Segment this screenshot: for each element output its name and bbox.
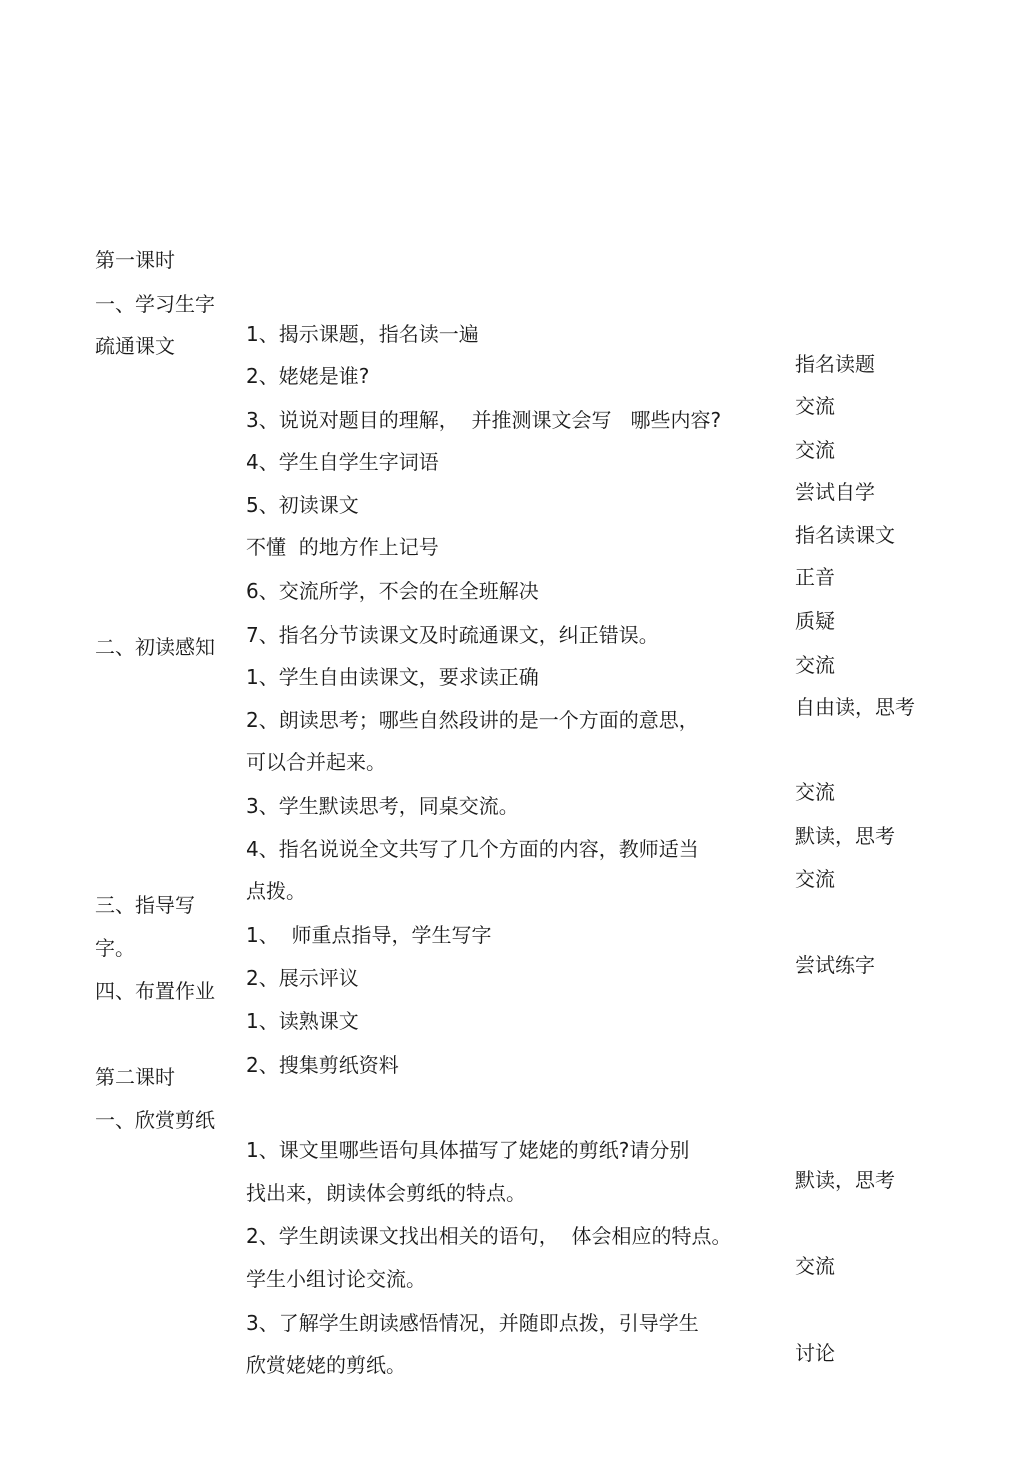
method-text: 正音	[795, 565, 835, 589]
method-text: 交流	[795, 1254, 835, 1278]
section-heading: 一、欣赏剪纸	[95, 1108, 215, 1132]
step-text: 1、揭示课题，指名读一遍	[246, 322, 479, 346]
method-text: 自由读，思考	[795, 695, 915, 719]
step-text: 3、了解学生朗读感悟情况，并随即点拨，引导学生	[246, 1311, 699, 1335]
section-heading: 四、布置作业	[95, 979, 215, 1003]
section-heading: 疏通课文	[95, 334, 175, 358]
section-heading: 第一课时	[95, 248, 175, 272]
step-text: 3、说说对题目的理解， 并推测课文会写 哪些内容?	[246, 408, 722, 432]
method-text: 交流	[795, 394, 835, 418]
step-text: 1、 师重点指导，学生写字	[246, 923, 492, 947]
step-text: 7、指名分节读课文及时疏通课文，纠正错误。	[246, 623, 659, 647]
section-heading: 字。	[95, 936, 135, 960]
step-text: 1、学生自由读课文，要求读正确	[246, 665, 539, 689]
step-text: 1、读熟课文	[246, 1009, 359, 1033]
text-line	[0, 1075, 1024, 1192]
step-text: 2、姥姥是谁?	[246, 364, 370, 388]
method-text: 交流	[795, 438, 835, 462]
step-text: 4、指名说说全文共写了几个方面的内容，教师适当	[246, 837, 699, 861]
section-heading: 二、初读感知	[95, 635, 215, 659]
step-text: 1、课文里哪些语句具体描写了姥姥的剪纸?请分别	[246, 1138, 690, 1162]
step-text: 2、搜集剪纸资料	[246, 1053, 399, 1077]
step-text: 3、学生默读思考，同桌交流。	[246, 794, 519, 818]
method-text: 交流	[795, 867, 835, 891]
method-text: 交流	[795, 653, 835, 677]
method-text: 指名读课文	[795, 523, 895, 547]
section-heading: 第二课时	[95, 1065, 175, 1089]
text-line	[0, 215, 1024, 272]
method-text: 默读，思考	[795, 824, 895, 848]
section-heading: 三、指导写	[95, 893, 195, 917]
method-text: 交流	[795, 780, 835, 804]
method-text: 质疑	[795, 609, 835, 633]
step-text: 欣赏姥姥的剪纸。	[246, 1353, 406, 1377]
method-text: 默读，思考	[795, 1168, 895, 1192]
method-text: 尝试练字	[795, 953, 875, 977]
step-text: 4、学生自学生字词语	[246, 450, 439, 474]
step-text: 找出来，朗读体会剪纸的特点。	[246, 1181, 526, 1205]
step-text: 不懂 的地方作上记号	[246, 535, 439, 559]
step-text: 学生小组讨论交流。	[246, 1267, 426, 1291]
step-text: 点拨。	[246, 879, 306, 903]
step-text: 5、初读课文	[246, 493, 359, 517]
method-text: 尝试自学	[795, 480, 875, 504]
section-heading: 一、学习生字	[95, 292, 215, 316]
method-text: 指名读题	[795, 352, 875, 376]
step-text: 6、交流所学，不会的在全班解决	[246, 579, 539, 603]
step-text: 可以合并起来。	[246, 750, 386, 774]
step-text: 2、朗读思考；哪些自然段讲的是一个方面的意思，	[246, 708, 699, 732]
step-text: 2、展示评议	[246, 966, 359, 990]
method-text: 讨论	[795, 1341, 835, 1365]
step-text: 2、学生朗读课文找出相关的语句， 体会相应的特点。	[246, 1224, 732, 1248]
